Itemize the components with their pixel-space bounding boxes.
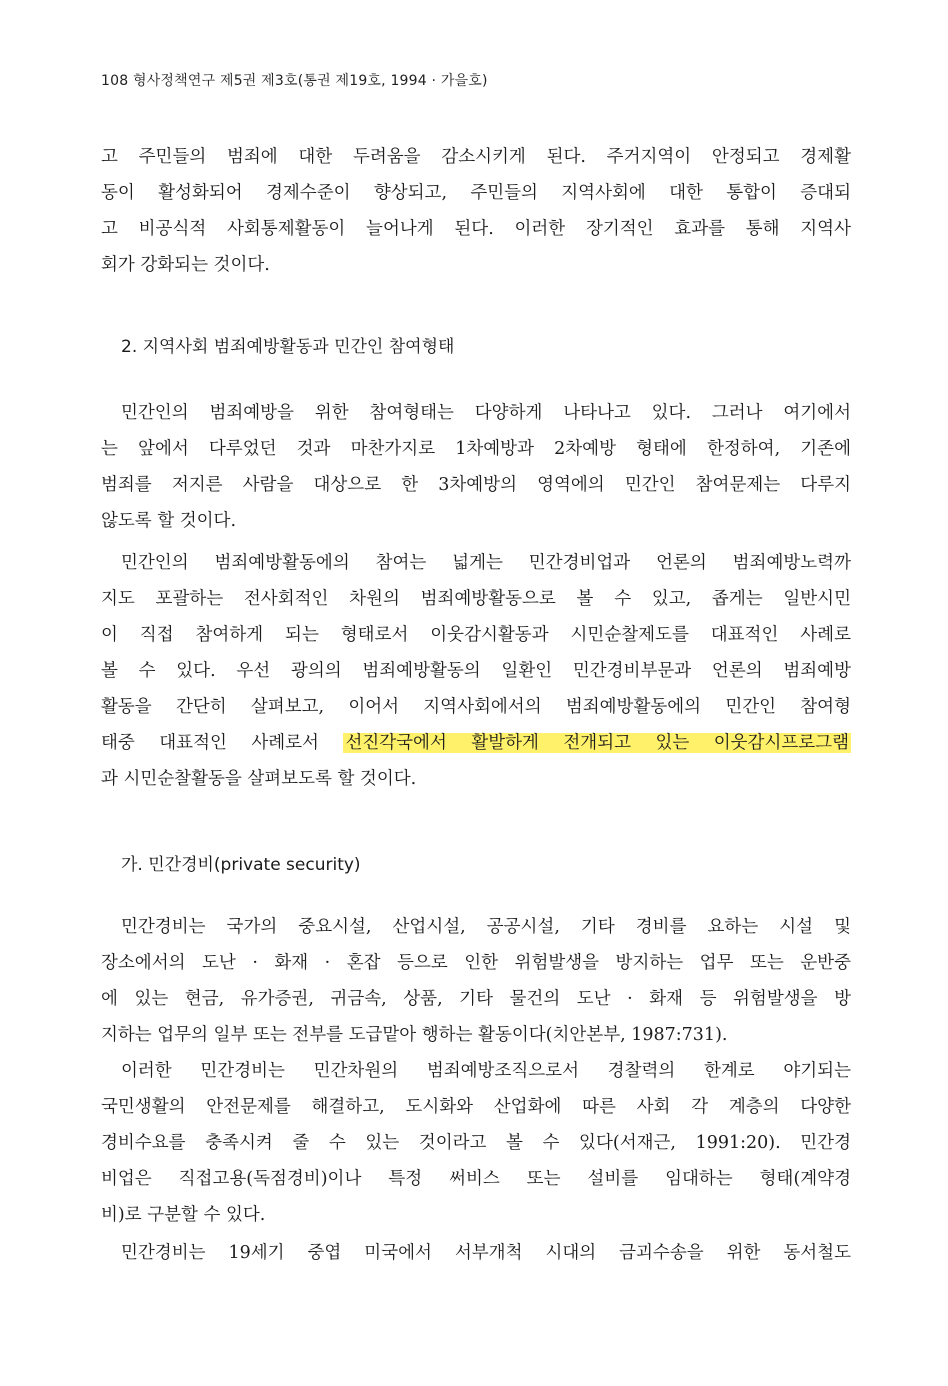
text-line: 동이 활성화되어 경제수준이 향상되고, 주민들의 지역사회에 대한 통합이 증대되 [101,183,851,203]
text-line: 민간경비는 국가의 중요시설, 산업시설, 공공시설, 기타 경비를 요하는 시설 및 [121,917,851,937]
running-header: 108 형사정책연구 제5권 제3호(통권 제19호, 1994 · 가을호) [101,73,488,89]
text-line: 이 직접 참여하게 되는 형태로서 이웃감시활동과 시민순찰제도를 대표적인 사례로 [101,625,851,645]
text-line: 회가 강화되는 것이다. [101,255,270,275]
text-line: 비)로 구분할 수 있다. [101,1205,266,1225]
text-line: 국민생활의 안전문제를 해결하고, 도시화와 산업화에 따른 사회 각 계층의 다양한 [101,1097,851,1117]
text-segment: 태중 대표적인 사례로서 [101,733,344,753]
text-line: 범죄를 저지른 사람을 대상으로 한 3차예방의 영역에의 민간인 참여문제는 다루지 [101,475,851,495]
text-line: 민간인의 범죄예방활동에의 참여는 넓게는 민간경비업과 언론의 범죄예방노력까 [121,553,851,573]
text-line: 과 시민순찰활동을 살펴보도록 할 것이다. [101,769,417,789]
text-line: 볼 수 있다. 우선 광의의 범죄예방활동의 일환인 민간경비부문과 언론의 범죄예방 [101,661,851,681]
text-line: 활동을 간단히 살펴보고, 이어서 지역사회에서의 범죄예방활동에의 민간인 참여형 [101,697,851,717]
text-line: 이러한 민간경비는 민간차원의 범죄예방조직으로서 경찰력의 한계로 야기되는 [121,1061,851,1081]
text-line: 비업은 직접고용(독점경비)이나 특정 써비스 또는 설비를 임대하는 형태(계약경 [101,1169,851,1189]
section-heading: 2. 지역사회 범죄예방활동과 민간인 참여형태 [121,337,455,357]
text-line: 에 있는 현금, 유가증권, 귀금속, 상품, 기타 물건의 도난 · 화재 등 위험발생을 방 [101,989,851,1009]
text-line: 민간경비는 19세기 중엽 미국에서 서부개척 시대의 금괴수송을 위한 동서철도 [121,1243,851,1263]
text-line: 지하는 업무의 일부 또는 전부를 도급맡아 행하는 활동이다(치안본부, 1987:731). [101,1025,728,1045]
text-line: 고 비공식적 사회통제활동이 늘어나게 된다. 이러한 장기적인 효과를 통해 지역사 [101,219,851,239]
text-line: 고 주민들의 범죄에 대한 두려움을 감소시키게 된다. 주거지역이 안정되고 경제활 [101,147,851,167]
text-line [101,728,851,758]
text-line: 지도 포괄하는 전사회적인 차원의 범죄예방활동으로 볼 수 있고, 좁게는 일반시민 [101,589,851,609]
subsection-heading: 가. 민간경비(private security) [121,855,361,875]
text-line: 않도록 할 것이다. [101,511,237,531]
text-line: 장소에서의 도난 · 화재 · 혼잡 등으로 인한 위험발생을 방지하는 업무 또는 운반중 [101,953,851,973]
text-line: 는 앞에서 다루었던 것과 마찬가지로 1차예방과 2차예방 형태에 한정하여, 기존에 [101,439,851,459]
text-line: 민간인의 범죄예방을 위한 참여형태는 다양하게 나타나고 있다. 그러나 여기에서 [121,403,851,423]
highlighted-text: 선진각국에서 활발하게 전개되고 있는 이웃감시프로그램 [345,733,849,753]
text-line: 경비수요를 충족시켜 줄 수 있는 것이라고 볼 수 있다(서재근, 1991:20). 민간경 [101,1133,851,1153]
